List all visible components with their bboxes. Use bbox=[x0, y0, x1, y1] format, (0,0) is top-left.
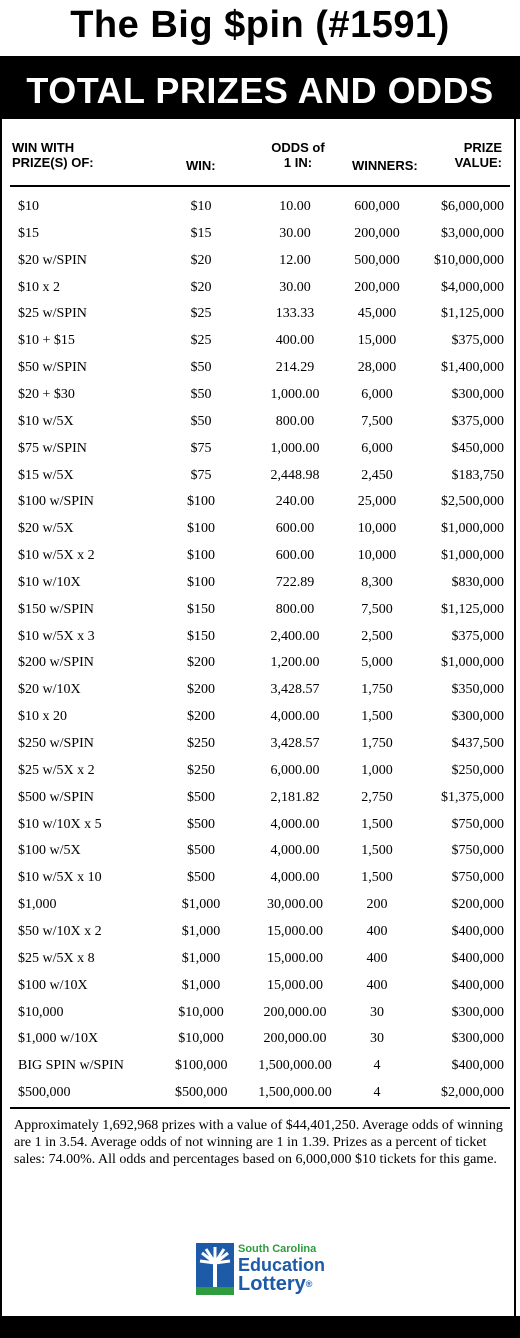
cell-winners: 28,000 bbox=[357, 360, 397, 376]
cell-win: $10,000 bbox=[178, 1004, 224, 1020]
table-row bbox=[0, 918, 520, 945]
cell-odds: 10.00 bbox=[279, 199, 311, 214]
table-row bbox=[0, 999, 520, 1026]
cell-win: $100 bbox=[187, 521, 215, 537]
cell-winners: 6,000 bbox=[361, 440, 393, 456]
table-row bbox=[0, 757, 520, 784]
cell-win: $50 bbox=[190, 413, 212, 429]
cell-odds: 2,448.98 bbox=[270, 467, 320, 483]
cell-win: $25 bbox=[190, 333, 212, 349]
cell-win: $1,000 bbox=[181, 923, 221, 939]
table-row bbox=[0, 891, 520, 918]
cell-value: $1,125,000 bbox=[441, 306, 504, 322]
table-row bbox=[0, 569, 520, 596]
cell-prize: $100 w/SPIN bbox=[18, 494, 94, 510]
cell-prize: $20 w/10X bbox=[18, 682, 81, 698]
cell-value: $300,000 bbox=[451, 1004, 504, 1020]
cell-winners: 2,450 bbox=[361, 467, 393, 483]
cell-odds: 240.00 bbox=[275, 494, 315, 510]
cell-winners: 25,000 bbox=[357, 494, 397, 510]
cell-value: $450,000 bbox=[451, 440, 504, 456]
cell-win: $200 bbox=[187, 655, 215, 671]
header-winners: WINNERS: bbox=[352, 158, 418, 173]
banner-heading: TOTAL PRIZES AND ODDS bbox=[0, 56, 520, 119]
cell-winners: 5,000 bbox=[361, 655, 393, 671]
cell-win: $20 bbox=[190, 279, 212, 295]
cell-winners: 10,000 bbox=[357, 521, 397, 537]
cell-odds: 800.00 bbox=[275, 601, 315, 617]
cell-win: $10 bbox=[190, 199, 212, 214]
cell-winners: 4 bbox=[373, 1085, 381, 1101]
cell-winners: 1,000 bbox=[361, 762, 393, 778]
cell-winners: 30 bbox=[370, 1004, 384, 1020]
cell-prize: $20 w/5X bbox=[18, 521, 74, 537]
cell-prize: $10,000 bbox=[18, 1004, 64, 1020]
cell-odds: 6,000.00 bbox=[270, 762, 320, 778]
cell-odds: 30.00 bbox=[279, 225, 311, 241]
cell-prize: $50 w/10X x 2 bbox=[18, 923, 102, 939]
palmetto-icon bbox=[196, 1243, 234, 1295]
cell-value: $400,000 bbox=[451, 977, 504, 993]
cell-odds: 200,000.00 bbox=[263, 1031, 327, 1047]
cell-win: $1,000 bbox=[181, 977, 221, 993]
cell-prize: $150 w/SPIN bbox=[18, 601, 94, 617]
table-row bbox=[0, 274, 520, 301]
table-row bbox=[0, 945, 520, 972]
cell-win: $1,000 bbox=[181, 897, 221, 913]
cell-value: $250,000 bbox=[451, 762, 504, 778]
header-value-line1: PRIZE bbox=[463, 140, 502, 155]
header-win: WIN: bbox=[186, 158, 216, 173]
cell-value: $375,000 bbox=[451, 413, 504, 429]
table-row bbox=[0, 784, 520, 811]
cell-prize: $500 w/SPIN bbox=[18, 789, 94, 805]
header-prize-line1: WIN WITH bbox=[12, 140, 75, 155]
table-row bbox=[0, 435, 520, 462]
cell-odds: 3,428.57 bbox=[270, 682, 320, 698]
cell-win: $50 bbox=[190, 386, 212, 402]
table-row bbox=[0, 220, 520, 247]
cell-win: $500 bbox=[187, 843, 215, 859]
cell-winners: 4 bbox=[373, 1058, 381, 1074]
table-row bbox=[0, 1025, 520, 1052]
table-row bbox=[0, 462, 520, 489]
cell-value: $200,000 bbox=[451, 897, 504, 913]
cell-winners: 1,500 bbox=[361, 816, 393, 832]
cell-value: $6,000,000 bbox=[441, 199, 504, 214]
table-row bbox=[0, 300, 520, 327]
cell-prize: $20 w/SPIN bbox=[18, 252, 87, 268]
cell-prize: $25 w/SPIN bbox=[18, 306, 87, 322]
cell-value: $400,000 bbox=[451, 1058, 504, 1074]
table-row bbox=[0, 596, 520, 623]
cell-value: $300,000 bbox=[451, 1031, 504, 1047]
table-row bbox=[0, 354, 520, 381]
cell-value: $750,000 bbox=[451, 843, 504, 859]
table-row bbox=[0, 811, 520, 838]
cell-value: $3,000,000 bbox=[441, 225, 504, 241]
cell-value: $830,000 bbox=[451, 574, 504, 590]
cell-prize: $10 w/10X x 5 bbox=[18, 816, 102, 832]
cell-winners: 8,300 bbox=[361, 574, 393, 590]
cell-prize: $25 w/5X x 2 bbox=[18, 762, 95, 778]
cell-prize: $10 w/5X bbox=[18, 413, 74, 429]
cell-win: $75 bbox=[190, 440, 212, 456]
cell-win: $250 bbox=[187, 736, 215, 751]
cell-win: $100 bbox=[187, 494, 215, 510]
page-title: The Big $pin (#1591) bbox=[70, 4, 450, 46]
cell-win: $150 bbox=[187, 628, 215, 644]
header-odds-line2: 1 IN: bbox=[283, 155, 313, 170]
cell-win: $500 bbox=[187, 789, 215, 805]
cell-odds: 400.00 bbox=[275, 333, 315, 349]
table-row bbox=[0, 247, 520, 274]
cell-winners: 200,000 bbox=[354, 225, 400, 241]
cell-odds: 1,500,000.00 bbox=[258, 1085, 332, 1101]
cell-prize: $10 + $15 bbox=[18, 333, 75, 349]
cell-win: $200 bbox=[187, 682, 215, 698]
table-row bbox=[0, 1052, 520, 1079]
cell-win: $20 bbox=[190, 252, 212, 268]
footnote-divider bbox=[10, 1107, 510, 1109]
header-odds-line1: ODDS of bbox=[271, 140, 325, 155]
cell-value: $1,000,000 bbox=[441, 655, 504, 671]
cell-odds: 15,000.00 bbox=[267, 950, 323, 966]
cell-prize: $1,000 bbox=[18, 897, 57, 913]
cell-win: $500 bbox=[187, 870, 215, 886]
cell-winners: 1,500 bbox=[361, 709, 393, 725]
cell-prize: $50 w/SPIN bbox=[18, 360, 87, 376]
table-row bbox=[0, 542, 520, 569]
cell-winners: 200,000 bbox=[354, 279, 400, 295]
cell-winners: 400 bbox=[366, 923, 388, 939]
cell-odds: 30.00 bbox=[279, 279, 311, 295]
cell-odds: 800.00 bbox=[275, 413, 315, 429]
header-prize bbox=[12, 140, 94, 170]
table-row bbox=[0, 488, 520, 515]
table-row bbox=[0, 649, 520, 676]
cell-value: $375,000 bbox=[451, 628, 504, 644]
cell-value: $350,000 bbox=[451, 682, 504, 698]
table-row bbox=[0, 676, 520, 703]
cell-win: $50 bbox=[190, 360, 212, 376]
lottery-logo bbox=[196, 1243, 356, 1295]
cell-prize: $10 bbox=[18, 199, 39, 214]
cell-prize: $10 w/5X x 3 bbox=[18, 628, 95, 644]
cell-win: $250 bbox=[187, 762, 215, 778]
table-row bbox=[0, 381, 520, 408]
cell-prize: $10 w/5X x 2 bbox=[18, 548, 95, 564]
cell-prize: $10 x 2 bbox=[18, 279, 60, 295]
cell-value: $2,500,000 bbox=[441, 494, 504, 510]
logo-lottery-text: Lottery bbox=[238, 1273, 306, 1295]
cell-odds: 1,000.00 bbox=[270, 440, 320, 456]
cell-odds: 15,000.00 bbox=[267, 977, 323, 993]
cell-win: $100 bbox=[187, 574, 215, 590]
cell-odds: 1,200.00 bbox=[270, 655, 320, 671]
cell-winners: 2,500 bbox=[361, 628, 393, 644]
logo-registered-mark: ® bbox=[305, 1279, 313, 1289]
cell-winners: 2,750 bbox=[361, 789, 393, 805]
cell-value: $437,500 bbox=[451, 736, 504, 751]
cell-winners: 1,500 bbox=[361, 843, 393, 859]
cell-win: $25 bbox=[190, 306, 212, 322]
cell-winners: 1,500 bbox=[361, 870, 393, 886]
cell-prize: $25 w/5X x 8 bbox=[18, 950, 95, 966]
logo-education: Education bbox=[238, 1255, 326, 1275]
cell-value: $1,000,000 bbox=[441, 521, 504, 537]
cell-odds: 3,428.57 bbox=[270, 736, 320, 751]
cell-odds: 600.00 bbox=[275, 548, 315, 564]
table-row bbox=[0, 703, 520, 730]
cell-odds: 600.00 bbox=[275, 521, 315, 537]
cell-win: $150 bbox=[187, 601, 215, 617]
table-row bbox=[0, 972, 520, 999]
cell-value: $400,000 bbox=[451, 923, 504, 939]
cell-prize: $250 w/SPIN bbox=[18, 736, 94, 751]
cell-value: $1,375,000 bbox=[441, 789, 504, 805]
cell-winners: 600,000 bbox=[354, 199, 400, 214]
cell-win: $10,000 bbox=[178, 1031, 224, 1047]
cell-odds: 4,000.00 bbox=[270, 843, 320, 859]
logo-lottery bbox=[238, 1273, 312, 1295]
cell-value: $4,000,000 bbox=[441, 279, 504, 295]
cell-win: $200 bbox=[187, 709, 215, 725]
cell-winners: 400 bbox=[366, 977, 388, 993]
cell-winners: 400 bbox=[366, 950, 388, 966]
table-row bbox=[0, 515, 520, 542]
cell-winners: 30 bbox=[370, 1031, 384, 1047]
cell-prize: $200 w/SPIN bbox=[18, 655, 94, 671]
footnote: Approximately 1,692,968 prizes with a value of $44,401,250. Average odds of winning are 1 in 3.54. Average odds of not winning are 1 in 1.39. Prizes as a percent of ticket sales: 74.00%. All odds and percentages based on 6,000,000 $10 tickets for this game. bbox=[14, 1118, 503, 1167]
cell-win: $500,000 bbox=[175, 1085, 228, 1101]
cell-odds: 2,181.82 bbox=[270, 789, 320, 805]
header-value-line2: VALUE: bbox=[454, 155, 502, 170]
cell-win: $1,000 bbox=[181, 950, 221, 966]
cell-odds: 133.33 bbox=[275, 306, 315, 322]
cell-winners: 200 bbox=[366, 897, 388, 913]
cell-winners: 500,000 bbox=[354, 252, 400, 268]
cell-odds: 12.00 bbox=[279, 252, 311, 268]
cell-odds: 722.89 bbox=[275, 574, 315, 590]
table-row bbox=[0, 837, 520, 864]
cell-winners: 1,750 bbox=[361, 736, 393, 751]
cell-prize: $100 w/5X bbox=[18, 843, 81, 859]
cell-win: $100 bbox=[187, 548, 215, 564]
cell-win: $500 bbox=[187, 816, 215, 832]
table-row bbox=[0, 1079, 520, 1106]
cell-odds: 4,000.00 bbox=[270, 709, 320, 725]
cell-odds: 2,400.00 bbox=[270, 628, 320, 644]
cell-value: $375,000 bbox=[451, 333, 504, 349]
cell-win: $15 bbox=[190, 225, 212, 241]
cell-prize: $15 bbox=[18, 225, 39, 241]
table-row bbox=[0, 864, 520, 891]
table-row bbox=[0, 327, 520, 354]
cell-odds: 1,000.00 bbox=[270, 386, 320, 402]
cell-winners: 15,000 bbox=[357, 333, 397, 349]
cell-value: $1,125,000 bbox=[441, 601, 504, 617]
cell-prize: $500,000 bbox=[18, 1085, 71, 1101]
header-divider bbox=[10, 185, 510, 187]
cell-odds: 1,500,000.00 bbox=[258, 1058, 332, 1074]
cell-winners: 6,000 bbox=[361, 386, 393, 402]
header-prize-line2: PRIZE(S) OF: bbox=[12, 155, 94, 170]
cell-winners: 10,000 bbox=[357, 548, 397, 564]
bottom-bar bbox=[0, 1316, 520, 1338]
cell-value: $300,000 bbox=[451, 709, 504, 725]
cell-value: $2,000,000 bbox=[441, 1085, 504, 1101]
cell-prize: BIG SPIN w/SPIN bbox=[18, 1058, 124, 1074]
cell-prize: $10 w/5X x 10 bbox=[18, 870, 102, 886]
cell-prize: $15 w/5X bbox=[18, 467, 74, 483]
cell-value: $10,000,000 bbox=[434, 252, 504, 268]
cell-odds: 200,000.00 bbox=[263, 1004, 327, 1020]
cell-value: $300,000 bbox=[451, 386, 504, 402]
logo-state: South Carolina bbox=[238, 1243, 317, 1255]
cell-prize: $75 w/SPIN bbox=[18, 440, 87, 456]
cell-odds: 30,000.00 bbox=[267, 897, 323, 913]
table-row bbox=[0, 623, 520, 650]
cell-prize: $1,000 w/10X bbox=[18, 1031, 99, 1047]
cell-odds: 4,000.00 bbox=[270, 870, 320, 886]
cell-odds: 214.29 bbox=[275, 360, 315, 376]
cell-value: $1,400,000 bbox=[441, 360, 504, 376]
cell-value: $1,000,000 bbox=[441, 548, 504, 564]
cell-win: $75 bbox=[190, 467, 212, 483]
cell-prize: $20 + $30 bbox=[18, 386, 75, 402]
cell-winners: 7,500 bbox=[361, 413, 393, 429]
cell-value: $750,000 bbox=[451, 870, 504, 886]
cell-value: $750,000 bbox=[451, 816, 504, 832]
table-row bbox=[0, 408, 520, 435]
table-row bbox=[0, 730, 520, 757]
header-odds bbox=[268, 140, 328, 170]
cell-winners: 1,750 bbox=[361, 682, 393, 698]
cell-value: $400,000 bbox=[451, 950, 504, 966]
header-value bbox=[455, 140, 502, 170]
cell-value: $183,750 bbox=[451, 467, 504, 483]
cell-odds: 4,000.00 bbox=[270, 816, 320, 832]
cell-odds: 15,000.00 bbox=[267, 923, 323, 939]
cell-prize: $100 w/10X bbox=[18, 977, 88, 993]
cell-prize: $10 x 20 bbox=[18, 709, 67, 725]
table-row bbox=[0, 193, 520, 220]
cell-prize: $10 w/10X bbox=[18, 574, 81, 590]
cell-win: $100,000 bbox=[175, 1058, 228, 1074]
cell-winners: 7,500 bbox=[361, 601, 393, 617]
cell-winners: 45,000 bbox=[357, 306, 397, 322]
